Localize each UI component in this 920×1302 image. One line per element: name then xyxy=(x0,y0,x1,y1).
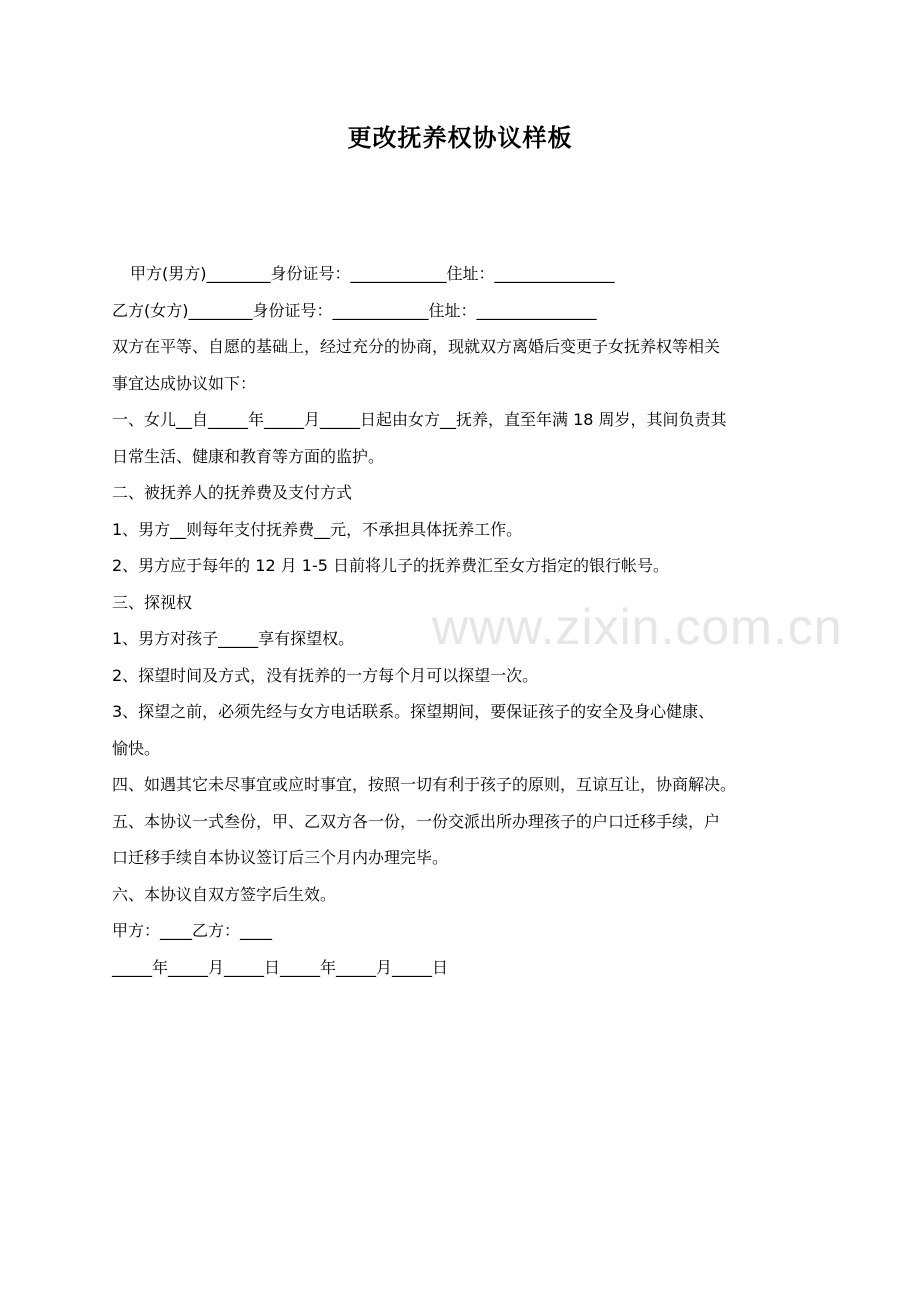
date-line: _____年_____月_____日_____年_____月_____日 xyxy=(112,957,449,977)
clause-5-line-2: 口迁移手续自本协议签订后三个月内办理完毕。 xyxy=(112,848,449,867)
clause-3-item-1: 1、男方对孩子_____享有探望权。 xyxy=(112,629,355,648)
preamble-line-2: 事宜达成协议如下： xyxy=(112,373,257,393)
clause-5-line-1: 五、本协议一式叁份，甲、乙双方各一份，一份交派出所办理孩子的户口迁移手续，户 xyxy=(112,811,721,831)
clause-2-heading: 二、被抚养人的抚养费及支付方式 xyxy=(112,483,353,502)
preamble-line-1: 双方在平等、自愿的基础上，经过充分的协商，现就双方离婚后变更子女抚养权等相关 xyxy=(112,337,721,356)
clause-4: 四、如遇其它未尽事宜或应时事宜，按照一切有利于孩子的原则，互谅互让，协商解决。 xyxy=(112,775,737,794)
clause-6: 六、本协议自双方签字后生效。 xyxy=(112,884,337,904)
watermark: www.zixin.com.cn xyxy=(432,599,843,655)
clause-3-item-3-line-1: 3、探望之前，必须先经与女方电话联系。探望期间，要保证孩子的安全及身心健康、 xyxy=(112,702,715,721)
document-title: 更改抚养权协议样板 xyxy=(347,124,573,152)
document-body xyxy=(112,256,812,986)
clause-3-item-3-line-2: 愉快。 xyxy=(112,738,161,758)
clause-3-heading: 三、探视权 xyxy=(112,592,193,612)
clause-3-item-2: 2、探望时间及方式，没有抚养的一方每个月可以探望一次。 xyxy=(112,665,539,685)
signature-line: 甲方：____乙方：____ xyxy=(112,921,273,940)
clause-2-item-1: 1、男方__则每年支付抚养费__元，不承担具体抚养工作。 xyxy=(112,519,523,539)
clause-2-item-2: 2、男方应于每年的 12 月 1-5 日前将儿子的抚养费汇至女方指定的银行帐号。 xyxy=(112,556,670,575)
clause-1-line-2: 日常生活、健康和教育等方面的监护。 xyxy=(112,446,385,466)
party-a-line: 甲方(男方)________身份证号：____________住址：_______________ xyxy=(130,264,615,283)
party-b-line: 乙方(女方)________身份证号：____________住址：_______________ xyxy=(112,300,597,320)
clause-1-line-1: 一、女儿__自_____年_____月_____日起由女方__抚养，直至年满 18 周岁，其间负责其 xyxy=(112,410,727,429)
